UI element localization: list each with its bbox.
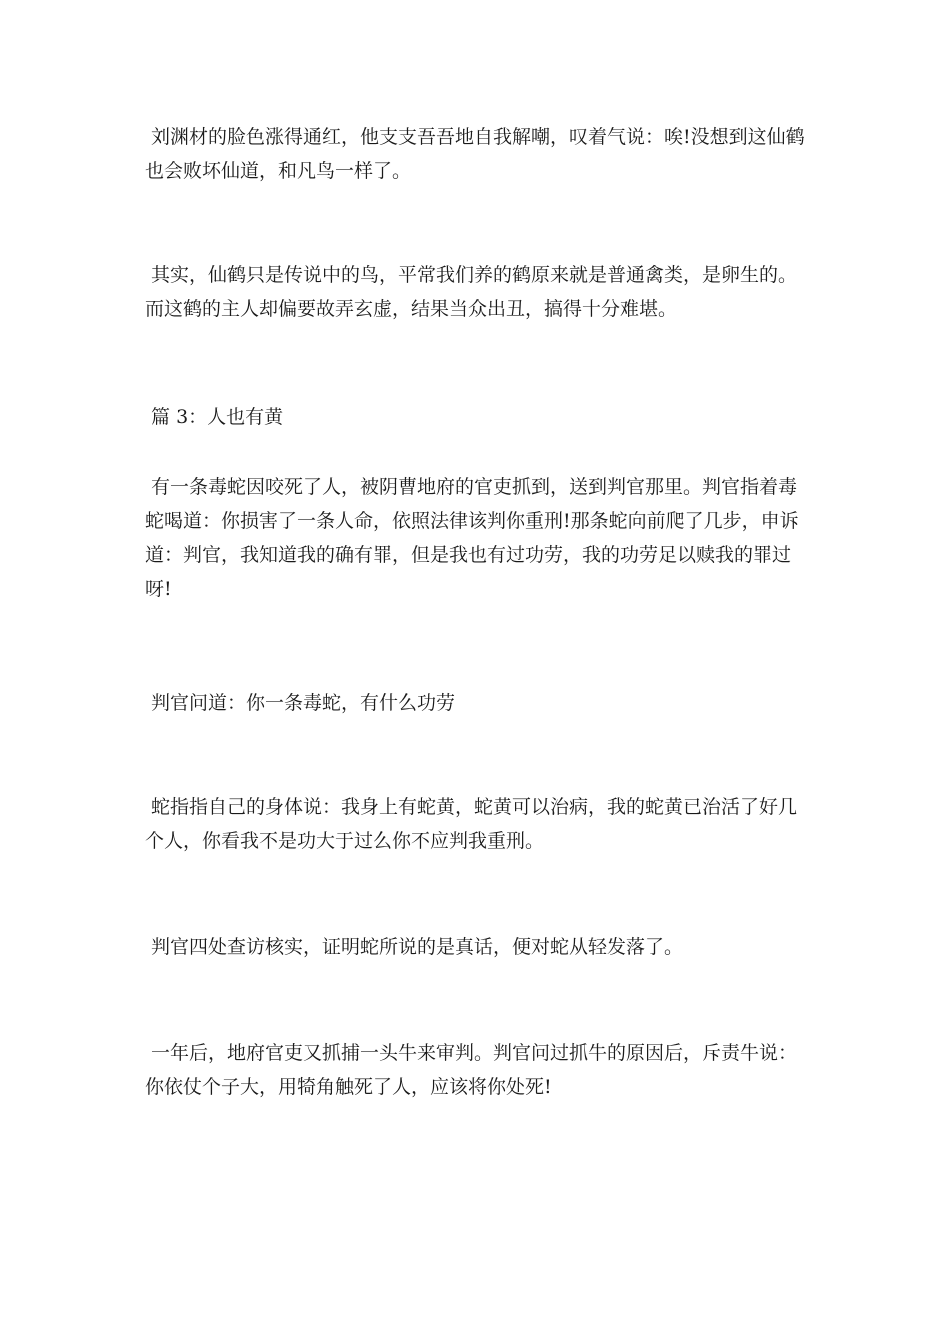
paragraph-snake-reply: 蛇指指自己的身体说：我身上有蛇黄，蛇黄可以治病，我的蛇黄已治活了好几个人，你看我不是功大于过么你不应判我重刑。 [145,796,798,852]
section-heading: 篇 3：人也有黄 [145,406,284,428]
paragraph-snake-arrested: 有一条毒蛇因咬死了人，被阴曹地府的官吏抓到，送到判官那里。判官指着毒蛇喝道：你损害了一条人命，依照法律该判你重刑!那条蛇向前爬了几步，申诉道：判官，我知道我的确有罪，但是我也有过功劳，我的功劳足以赎我的罪过呀! [145,476,799,600]
paragraph-ox-trial: 一年后，地府官吏又抓捕一头牛来审判。判官问过抓牛的原因后，斥责牛说：你依仗个子大，用犄角触死了人，应该将你处死! [145,1042,798,1098]
paragraph-judge-question: 判官问道：你一条毒蛇，有什么功劳 [145,692,456,714]
paragraph-judge-verdict: 判官四处查访核实，证明蛇所说的是真话，便对蛇从轻发落了。 [145,936,684,958]
paragraph-crane-explanation: 其实，仙鹤只是传说中的鸟，平常我们养的鹤原来就是普通禽类，是卵生的。而这鹤的主人却偏要故弄玄虚，结果当众出丑，搞得十分难堪。 [145,264,798,320]
paragraph-liu-yuancai: 刘渊材的脸色涨得通红，他支支吾吾地自我解嘲，叹着气说：唉!没想到这仙鹤也会败坏仙道，和凡鸟一样了。 [145,126,805,182]
